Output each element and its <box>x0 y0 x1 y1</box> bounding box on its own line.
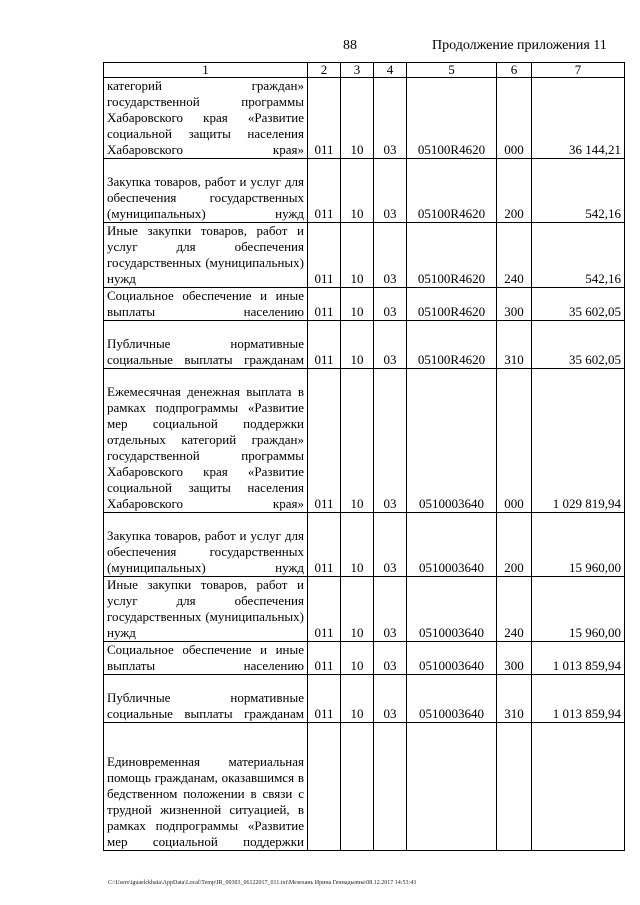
row-description: Социальное обеспечение и иные выплаты населению <box>104 288 308 321</box>
ministry-code: 011 <box>308 321 341 369</box>
ministry-code: 011 <box>308 513 341 577</box>
amount: 1 013 859,94 <box>532 642 625 675</box>
amount: 35 602,05 <box>532 321 625 369</box>
ministry-code: 011 <box>308 288 341 321</box>
section-code <box>341 723 374 851</box>
ministry-code: 011 <box>308 78 341 159</box>
table-row <box>104 288 625 321</box>
amount <box>532 723 625 851</box>
subsection-code: 03 <box>374 78 407 159</box>
section-code: 10 <box>341 288 374 321</box>
target-item-code: 0510003640 <box>407 369 497 513</box>
target-item-code <box>407 723 497 851</box>
amount: 542,16 <box>532 223 625 288</box>
target-item-code: 0510003640 <box>407 642 497 675</box>
row-description: Социальное обеспечение и иные выплаты населению <box>104 642 308 675</box>
section-code: 10 <box>341 513 374 577</box>
section-code: 10 <box>341 223 374 288</box>
target-item-code: 05100R4620 <box>407 78 497 159</box>
column-header: 2 <box>308 63 341 78</box>
target-item-code: 0510003640 <box>407 675 497 723</box>
row-description: Иные закупки товаров, работ и услуг для обеспечения государственных (муниципальных) нужд <box>104 223 308 288</box>
subsection-code: 03 <box>374 288 407 321</box>
column-header: 5 <box>407 63 497 78</box>
target-item-code: 05100R4620 <box>407 321 497 369</box>
target-item-code: 05100R4620 <box>407 288 497 321</box>
section-code: 10 <box>341 369 374 513</box>
subsection-code: 03 <box>374 675 407 723</box>
ministry-code: 011 <box>308 675 341 723</box>
target-item-code: 0510003640 <box>407 513 497 577</box>
ministry-code <box>308 723 341 851</box>
row-description: Публичные нормативные социальные выплаты гражданам <box>104 675 308 723</box>
budget-table <box>103 62 625 851</box>
expense-type-code: 000 <box>497 369 532 513</box>
expense-type-code: 000 <box>497 78 532 159</box>
column-header: 6 <box>497 63 532 78</box>
subsection-code: 03 <box>374 577 407 642</box>
target-item-code: 05100R4620 <box>407 159 497 223</box>
section-code: 10 <box>341 78 374 159</box>
section-code: 10 <box>341 159 374 223</box>
target-item-code: 05100R4620 <box>407 223 497 288</box>
row-description: Единовременная материальная помощь гражданам, оказавшимся в бедственном положении в связи с трудной жизненной ситуацией, в рамках подпрограммы «Развитие мер социальной поддержки <box>104 723 308 851</box>
section-code: 10 <box>341 577 374 642</box>
ministry-code: 011 <box>308 159 341 223</box>
subsection-code: 03 <box>374 223 407 288</box>
amount: 36 144,21 <box>532 78 625 159</box>
table-header-row <box>104 63 625 78</box>
page-number: 88 <box>343 38 357 53</box>
table-row <box>104 723 625 851</box>
row-description: Публичные нормативные социальные выплаты гражданам <box>104 321 308 369</box>
subsection-code: 03 <box>374 159 407 223</box>
column-header: 4 <box>374 63 407 78</box>
column-header: 1 <box>104 63 308 78</box>
appendix-label: Продолжение приложения 11 <box>432 38 607 53</box>
table-row <box>104 577 625 642</box>
column-header: 3 <box>341 63 374 78</box>
row-description: Закупка товаров, работ и услуг для обеспечения государственных (муниципальных) нужд <box>104 513 308 577</box>
expense-type-code: 300 <box>497 642 532 675</box>
table-row <box>104 369 625 513</box>
table-row <box>104 159 625 223</box>
table-row <box>104 513 625 577</box>
table-row <box>104 642 625 675</box>
target-item-code: 0510003640 <box>407 577 497 642</box>
subsection-code <box>374 723 407 851</box>
expense-type-code: 240 <box>497 577 532 642</box>
ministry-code: 011 <box>308 223 341 288</box>
subsection-code: 03 <box>374 369 407 513</box>
expense-type-code: 310 <box>497 675 532 723</box>
amount: 15 960,00 <box>532 513 625 577</box>
row-description: Иные закупки товаров, работ и услуг для обеспечения государственных (муниципальных) нужд <box>104 577 308 642</box>
amount: 35 602,05 <box>532 288 625 321</box>
subsection-code: 03 <box>374 642 407 675</box>
amount: 1 029 819,94 <box>532 369 625 513</box>
ministry-code: 011 <box>308 642 341 675</box>
amount: 542,16 <box>532 159 625 223</box>
table-row <box>104 78 625 159</box>
subsection-code: 03 <box>374 321 407 369</box>
expense-type-code: 200 <box>497 159 532 223</box>
expense-type-code: 240 <box>497 223 532 288</box>
subsection-code: 03 <box>374 513 407 577</box>
section-code: 10 <box>341 642 374 675</box>
amount: 15 960,00 <box>532 577 625 642</box>
file-path-footer: C:\Users\iguaelckhaia\AppData\Local\Temp\IR_00303_06122017_011.txt\Мезехань Ирина Геннадьевна\08.12.2017 14:53:43 <box>108 880 417 886</box>
expense-type-code: 310 <box>497 321 532 369</box>
expense-type-code <box>497 723 532 851</box>
section-code: 10 <box>341 321 374 369</box>
amount: 1 013 859,94 <box>532 675 625 723</box>
table-row <box>104 223 625 288</box>
table-row <box>104 321 625 369</box>
table-row <box>104 675 625 723</box>
ministry-code: 011 <box>308 369 341 513</box>
expense-type-code: 300 <box>497 288 532 321</box>
section-code: 10 <box>341 675 374 723</box>
expense-type-code: 200 <box>497 513 532 577</box>
row-description: категорий граждан» государственной программы Хабаровского края «Развитие социальной защиты населения Хабаровского края» <box>104 78 308 159</box>
row-description: Закупка товаров, работ и услуг для обеспечения государственных (муниципальных) нужд <box>104 159 308 223</box>
row-description: Ежемесячная денежная выплата в рамках подпрограммы «Развитие мер социальной поддержки отдельных категорий граждан» государственной программы Хабаровского края «Развитие социальной защиты населения Хабаровского края» <box>104 369 308 513</box>
column-header: 7 <box>532 63 625 78</box>
ministry-code: 011 <box>308 577 341 642</box>
